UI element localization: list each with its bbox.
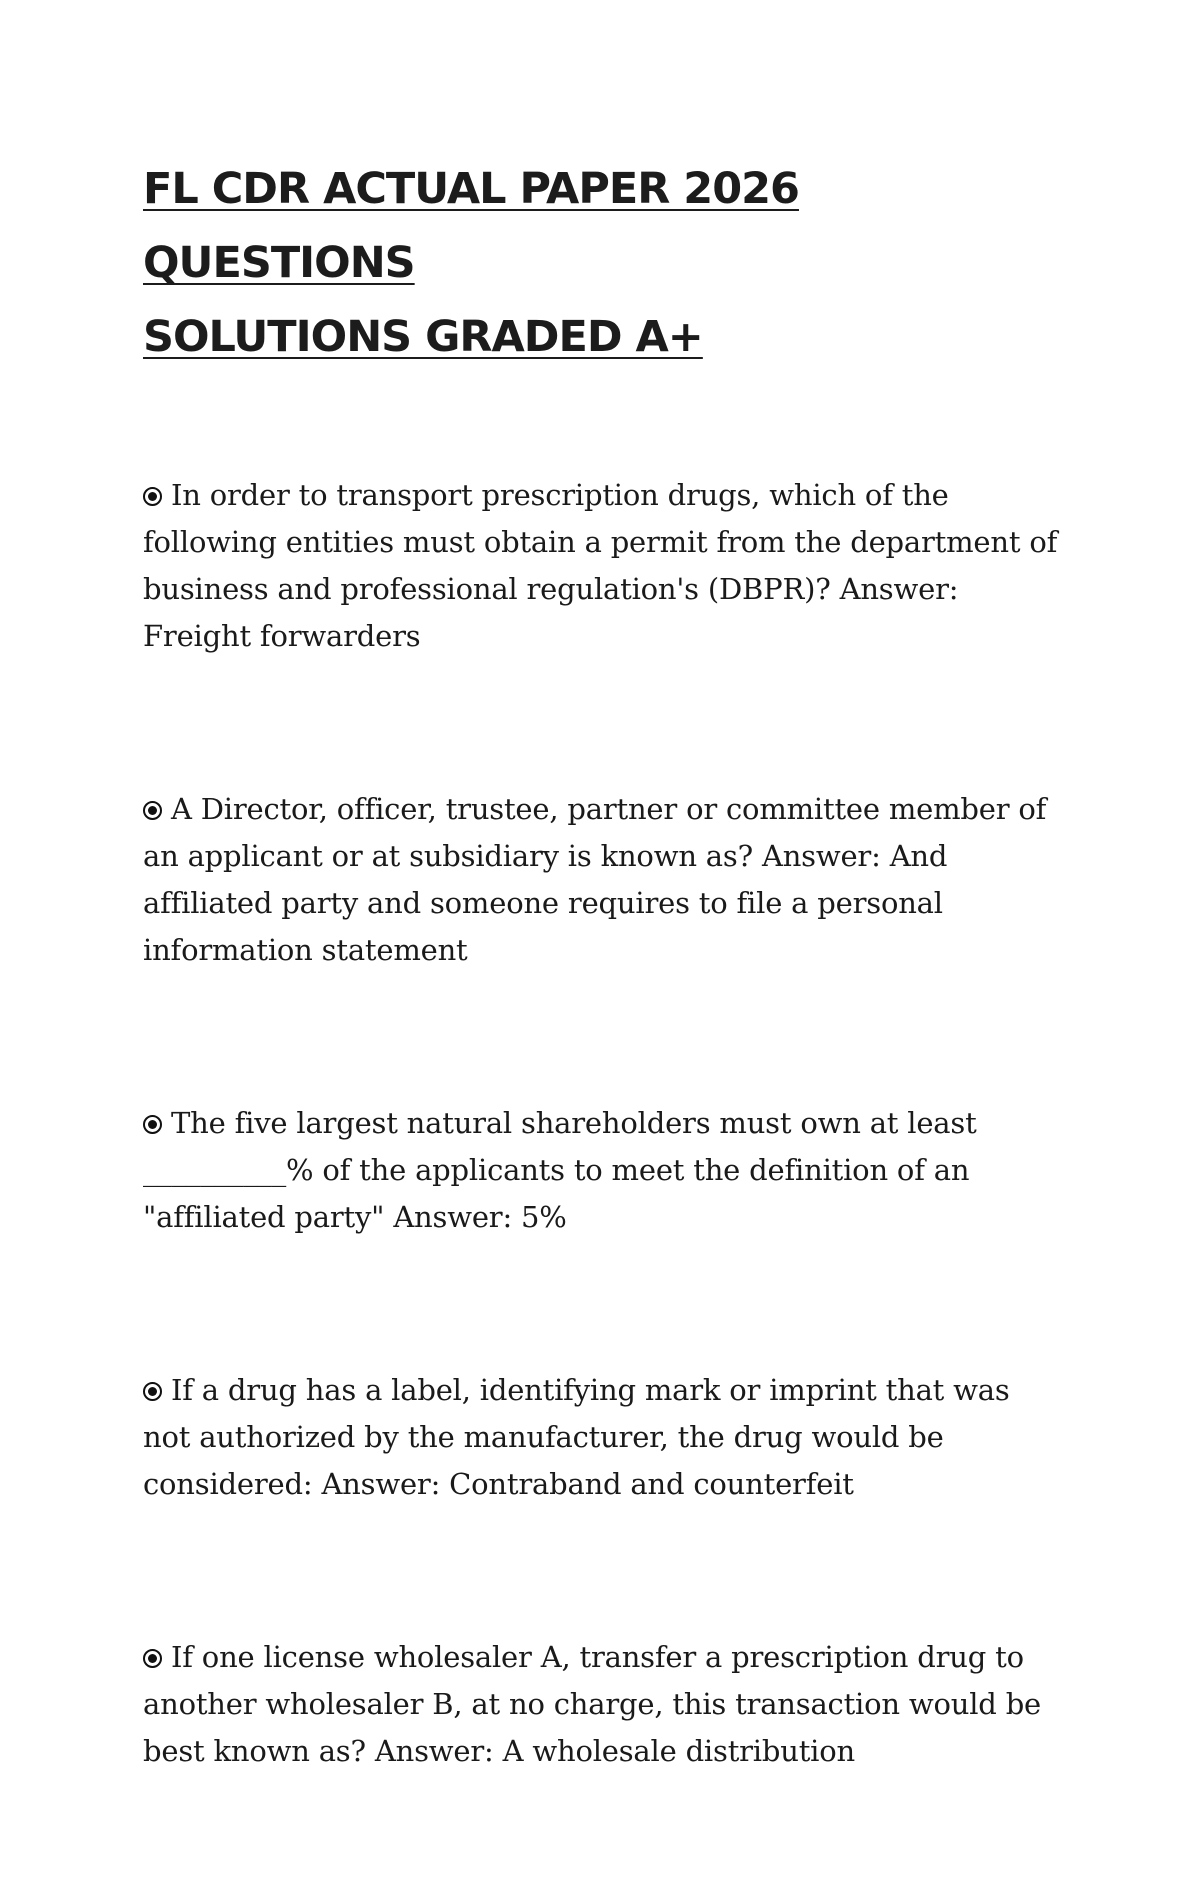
title-line-2: SOLUTIONS GRADED A+ bbox=[143, 312, 703, 362]
question-item bbox=[143, 786, 1063, 974]
radio-bullet-icon bbox=[143, 1382, 162, 1401]
question-item bbox=[143, 1100, 1063, 1241]
radio-bullet-icon bbox=[143, 1115, 162, 1134]
page-title bbox=[143, 152, 1063, 374]
title-line-1: FL CDR ACTUAL PAPER 2026 QUESTIONS bbox=[143, 164, 799, 288]
radio-bullet-icon bbox=[143, 1649, 162, 1668]
question-item bbox=[143, 1634, 1063, 1775]
question-list bbox=[143, 472, 1063, 1775]
question-text: The five largest natural shareholders must own at least __________% of the applicants to meet the definition of an "affiliated party" Answer: 5% bbox=[143, 1106, 977, 1234]
document-page bbox=[143, 152, 1063, 1901]
question-item bbox=[143, 472, 1063, 660]
question-text: A Director, officer, trustee, partner or committee member of an applicant or at subsidiary is known as? Answer: And affiliated party and someone requires to file a personal information statement bbox=[143, 792, 1047, 967]
question-text: If a drug has a label, identifying mark or imprint that was not authorized by the manufacturer, the drug would be considered: Answer: Contraband and counterfeit bbox=[143, 1373, 1010, 1501]
question-text: If one license wholesaler A, transfer a prescription drug to another wholesaler B, at no charge, this transaction would be best known as? Answer: A wholesale distribution bbox=[143, 1640, 1042, 1768]
radio-bullet-icon bbox=[143, 801, 162, 820]
question-text: In order to transport prescription drugs, which of the following entities must obtain a permit from the department of business and professional regulation's (DBPR)? Answer: Freight forwarders bbox=[143, 478, 1058, 653]
question-item bbox=[143, 1367, 1063, 1508]
radio-bullet-icon bbox=[143, 487, 162, 506]
